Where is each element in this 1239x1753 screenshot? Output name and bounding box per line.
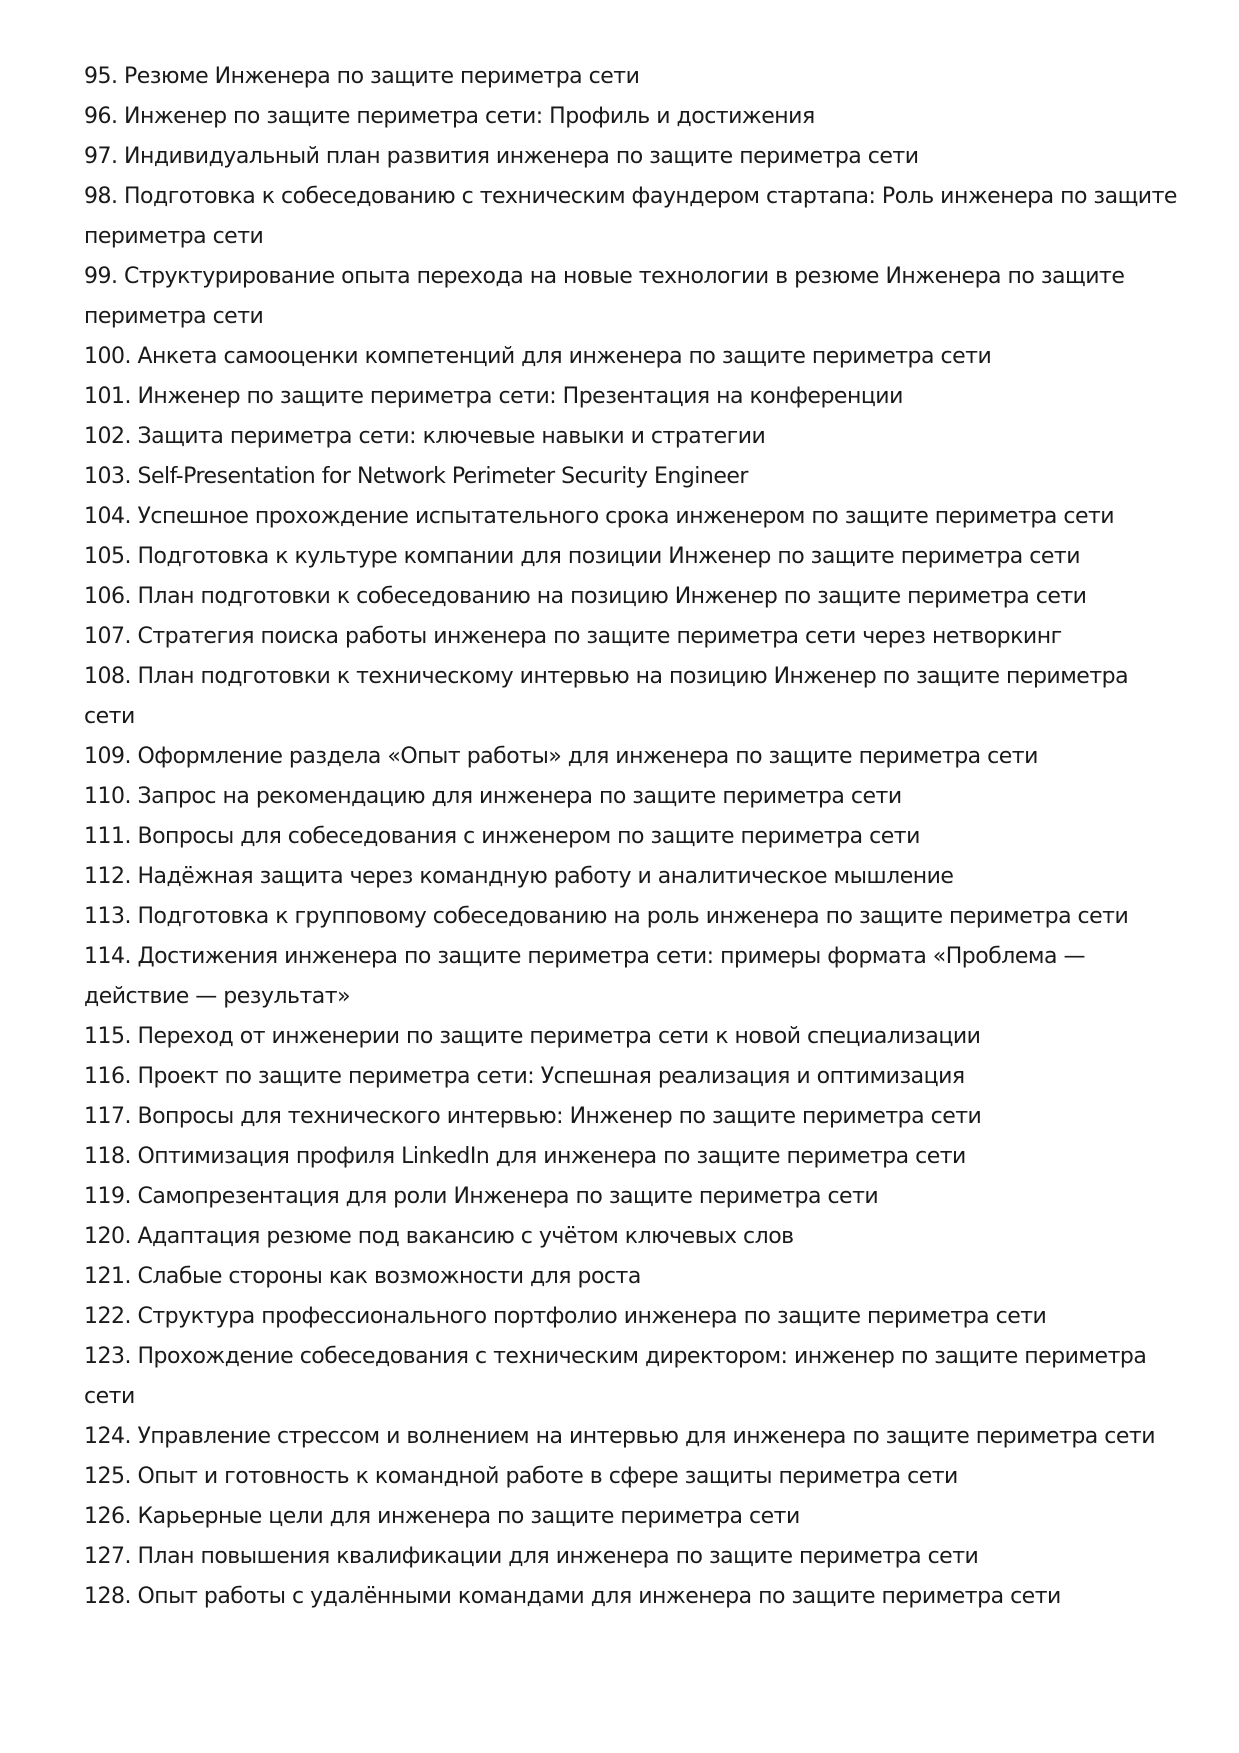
list-item: 115. Переход от инженерии по защите периметра сети к новой специализации [84,1024,981,1049]
list-item: 111. Вопросы для собеседования с инженером по защите периметра сети [84,824,920,849]
list-item: 113. Подготовка к групповому собеседованию на роль инженера по защите периметра сети [84,904,1129,929]
numbered-list [84,57,1179,1617]
list-item: 103. Self-Presentation for Network Perimeter Security Engineer [84,464,748,489]
list-item: 99. Структурирование опыта перехода на новые технологии в резюме Инженера по защите периметра сети [84,264,1125,329]
list-item: 95. Резюме Инженера по защите периметра сети [84,64,640,89]
list-item: 114. Достижения инженера по защите периметра сети: примеры формата «Проблема — действие — результат» [84,944,1085,1009]
list-item: 120. Адаптация резюме под вакансию с учётом ключевых слов [84,1224,794,1249]
list-item: 105. Подготовка к культуре компании для позиции Инженер по защите периметра сети [84,544,1081,569]
list-item: 125. Опыт и готовность к командной работе в сфере защиты периметра сети [84,1464,958,1489]
list-item: 101. Инженер по защите периметра сети: Презентация на конференции [84,384,903,409]
list-item: 122. Структура профессионального портфолио инженера по защите периметра сети [84,1304,1047,1329]
list-item: 100. Анкета самооценки компетенций для инженера по защите периметра сети [84,344,992,369]
list-item: 126. Карьерные цели для инженера по защите периметра сети [84,1504,800,1529]
list-item: 127. План повышения квалификации для инженера по защите периметра сети [84,1544,979,1569]
list-item: 124. Управление стрессом и волнением на интервью для инженера по защите периметра сети [84,1424,1156,1449]
list-item: 128. Опыт работы с удалёнными командами для инженера по защите периметра сети [84,1584,1061,1609]
list-item: 118. Оптимизация профиля LinkedIn для инженера по защите периметра сети [84,1144,966,1169]
list-item: 98. Подготовка к собеседованию с техническим фаундером стартапа: Роль инженера по защите периметра сети [84,184,1177,249]
list-item: 96. Инженер по защите периметра сети: Профиль и достижения [84,104,815,129]
list-item: 97. Индивидуальный план развития инженера по защите периметра сети [84,144,919,169]
list-item: 110. Запрос на рекомендацию для инженера по защите периметра сети [84,784,902,809]
list-item: 106. План подготовки к собеседованию на позицию Инженер по защите периметра сети [84,584,1087,609]
list-item: 108. План подготовки к техническому интервью на позицию Инженер по защите периметра сети [84,664,1129,729]
list-item: 104. Успешное прохождение испытательного срока инженером по защите периметра сети [84,504,1115,529]
list-item: 107. Стратегия поиска работы инженера по защите периметра сети через нетворкинг [84,624,1062,649]
list-item: 112. Надёжная защита через командную работу и аналитическое мышление [84,864,954,889]
list-item: 102. Защита периметра сети: ключевые навыки и стратегии [84,424,766,449]
list-item: 121. Слабые стороны как возможности для роста [84,1264,641,1289]
list-item: 117. Вопросы для технического интервью: Инженер по защите периметра сети [84,1104,982,1129]
list-item: 116. Проект по защите периметра сети: Успешная реализация и оптимизация [84,1064,965,1089]
list-item: 123. Прохождение собеседования с техническим директором: инженер по защите периметра сети [84,1344,1147,1409]
list-item: 119. Самопрезентация для роли Инженера по защите периметра сети [84,1184,879,1209]
list-item: 109. Оформление раздела «Опыт работы» для инженера по защите периметра сети [84,744,1038,769]
